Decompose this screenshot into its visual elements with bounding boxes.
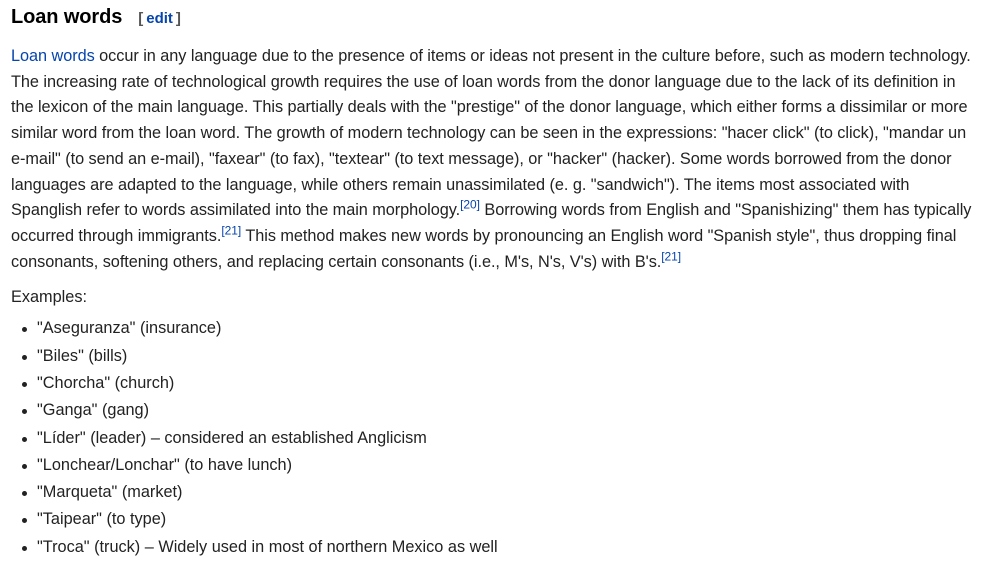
bullet-icon xyxy=(22,464,27,469)
list-item xyxy=(11,315,982,342)
body-paragraph xyxy=(11,44,982,275)
bullet-icon xyxy=(22,491,27,496)
bullet-icon xyxy=(22,382,27,387)
list-item xyxy=(11,534,982,561)
edit-section-link[interactable]: edit xyxy=(146,10,173,27)
list-item-text: "Chorcha" (church) xyxy=(37,373,175,392)
section-title: Loan words xyxy=(11,6,123,28)
paragraph-text-2: Borrowing words from English and "Spanishizing" them has typically occurred through immigrants. xyxy=(11,201,972,245)
list-item xyxy=(11,343,982,370)
list-item-text: "Lonchear/Lonchar" (to have lunch) xyxy=(37,455,293,474)
list-item xyxy=(11,425,982,452)
edit-bracket-open: [ xyxy=(138,10,144,27)
citation-21-link-second[interactable]: [21] xyxy=(661,249,682,264)
citation-21-link[interactable]: [21] xyxy=(221,223,242,238)
bullet-icon xyxy=(22,409,27,414)
bullet-icon xyxy=(22,355,27,360)
list-item-text: "Líder" (leader) – considered an established Anglicism xyxy=(37,428,427,447)
list-item-text: "Ganga" (gang) xyxy=(37,401,150,420)
list-item-text: "Taipear" (to type) xyxy=(37,510,167,529)
list-item xyxy=(11,506,982,533)
bullet-icon xyxy=(22,546,27,551)
section-heading xyxy=(11,6,982,36)
bullet-icon xyxy=(22,518,27,523)
list-item-text: "Troca" (truck) – Widely used in most of northern Mexico as well xyxy=(37,537,498,556)
list-item xyxy=(11,452,982,479)
citation-20-link[interactable]: [20] xyxy=(460,197,480,212)
loan-words-link[interactable]: Loan words xyxy=(11,47,95,65)
bullet-icon xyxy=(22,437,27,442)
list-item xyxy=(11,370,982,397)
examples-label: Examples: xyxy=(11,288,88,307)
list-item xyxy=(11,397,982,424)
list-item-text: "Aseguranza" (insurance) xyxy=(37,319,222,338)
list-item-text: "Biles" (bills) xyxy=(37,346,128,365)
edit-bracket-close: ] xyxy=(175,10,181,27)
bullet-icon xyxy=(22,327,27,332)
paragraph-text-3: This method makes new words by pronouncing an English word "Spanish style", thus dropping final consonants, softening others, and replacing certain consonants (i.e., M's, N's, V's) with B's. xyxy=(11,226,957,271)
list-item-text: "Marqueta" (market) xyxy=(37,483,183,502)
list-item xyxy=(11,479,982,506)
edit-section-wrapper xyxy=(138,10,181,27)
examples-list xyxy=(11,315,982,561)
paragraph-text-1: occur in any language due to the presence of items or ideas not present in the culture before, such as modern technology. The increasing rate of technological growth requires the use of loan words from the donor language due to the lack of its definition in the lexicon of the main language. This partially deals with the "prestige" of the donor language, which either forms a dissimilar or more similar word from the loan word. The growth of modern technology can be seen in the expressions: "hacer click" (to click), "mandar un e-mail" (to send an e-mail), "faxear" (to fax), "textear" (to text message), or "hacker" (hacker). Some words borrowed from the donor languages are adapted to the language, while others remain unassimilated (e. g. "sandwich"). The items most associated with Spanglish refer to words assimilated into the main morphology. xyxy=(11,47,971,220)
